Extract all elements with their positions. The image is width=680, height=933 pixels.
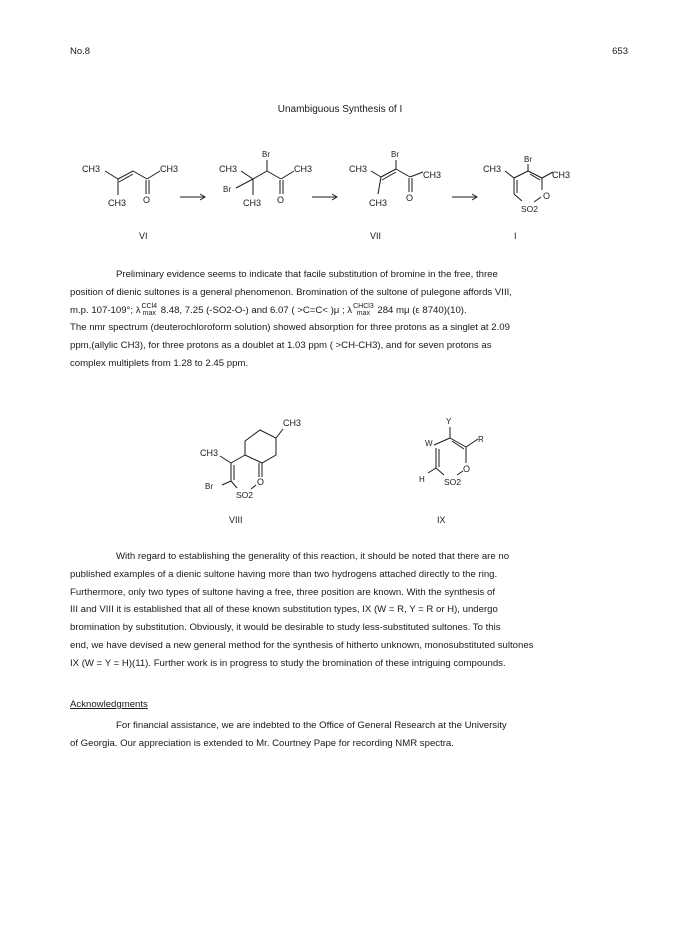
paragraph-1 — [70, 266, 625, 373]
y-substituent-label: Y — [446, 417, 452, 426]
compound-label-vii: VII — [370, 231, 382, 241]
bromine-label: Br — [391, 150, 399, 159]
text-line: With regard to establishing the generality of this reaction, it should be noted that there are no — [116, 551, 510, 562]
text-line: The nmr spectrum (deuterochloroform solution) showed absorption for three protons as a singlet at 2.09 — [70, 322, 510, 334]
text-segment: m.p. 107-109°; λ — [70, 304, 141, 316]
max-label: max — [356, 310, 371, 318]
sulfonyl-label: SO2 — [236, 490, 254, 500]
acknowledgments-heading: Acknowledgments — [70, 699, 148, 710]
ch3-label: CH3 — [369, 198, 388, 208]
acknowledgments-paragraph — [70, 717, 625, 753]
ch3-label: CH3 — [108, 198, 127, 208]
oxygen-label: O — [257, 477, 265, 487]
journal-number: No.8 — [70, 46, 91, 57]
solvent-label: CHCl3 — [353, 303, 374, 311]
text-line: position of dienic sultones is a general phenomenon. Bromination of the sultone of pulegone affords VIII, — [70, 286, 512, 298]
compound-i-structure — [483, 155, 570, 214]
text-segment: 8.48, 7.25 (-SO2-O-) and 6.07 ( >C=C< )μ ; λ — [158, 304, 353, 316]
hydrogen-label: H — [419, 475, 425, 484]
text-line: IX (W = Y = H)(11). Further work is in progress to study the bromination of these intriguing compounds. — [70, 657, 506, 669]
compound-label-vi: VI — [139, 231, 148, 241]
oxygen-label: O — [277, 195, 285, 205]
compound-vii-structure — [349, 150, 441, 208]
bromine-label: Br — [205, 482, 213, 491]
text-line: published examples of a dienic sultone having more than two hydrogens attached directly to the ring. — [70, 568, 498, 580]
ch3-label: CH3 — [349, 164, 368, 174]
text-line — [70, 302, 625, 320]
r-substituent-label: R — [478, 435, 484, 444]
ch3-label: CH3 — [243, 198, 262, 208]
bromine-label: Br — [262, 150, 270, 159]
text-line: III and VIII it is established that all of these known substitution types, IX (W = R, Y = R or H), undergo — [70, 604, 498, 616]
dibromide-intermediate-structure — [219, 150, 312, 208]
text-segment: 284 mμ (ε 8740)(10). — [374, 304, 467, 316]
ch3-label: CH3 — [219, 164, 238, 174]
ch3-label: CH3 — [200, 448, 219, 458]
text-line: For financial assistance, we are indebted to the Office of General Research at the University — [116, 720, 507, 731]
max-label: max — [142, 310, 156, 318]
text-line: Furthermore, only two types of sultone having a free, three position are known. With the synthesis of — [70, 586, 496, 598]
compound-label-viii: VIII — [229, 515, 243, 525]
text-line: ppm,(allylic CH3), for three protons as a doublet at 1.03 ppm ( >CH-CH3), and for seven protons as — [70, 340, 492, 352]
bromine-label: Br — [223, 185, 231, 194]
paragraph-2 — [70, 548, 625, 673]
compound-label-i: I — [514, 231, 517, 241]
oxygen-label: O — [543, 191, 551, 201]
compound-ix-structure — [419, 417, 484, 487]
text-line: bromination by substitution. Obviously, it would be desirable to study less-substituted sultones. To this — [70, 622, 501, 634]
ch3-label: CH3 — [160, 164, 179, 174]
text-line: Preliminary evidence seems to indicate that facile substitution of bromine in the free, three — [116, 269, 498, 280]
w-substituent-label: W — [425, 439, 433, 448]
ch3-label: CH3 — [483, 164, 502, 174]
solvent-subscript — [353, 303, 374, 317]
text-line: of Georgia. Our appreciation is extended to Mr. Courtney Pape for recording NMR spectra. — [70, 737, 454, 749]
reaction-scheme — [0, 140, 680, 245]
compound-viii-structure — [200, 418, 301, 500]
compound-vi-structure — [82, 164, 178, 208]
section-title: Unambiguous Synthesis of I — [277, 104, 403, 115]
ch3-label: CH3 — [423, 170, 442, 180]
solvent-subscript — [142, 303, 158, 317]
sulfonyl-label: SO2 — [521, 204, 539, 214]
ch3-label: CH3 — [552, 170, 571, 180]
oxygen-label: O — [463, 464, 471, 474]
ch3-label: CH3 — [283, 418, 302, 428]
text-line: complex multiplets from 1.28 to 2.45 ppm. — [70, 357, 249, 369]
text-line: end, we have devised a new general method for the synthesis of hitherto unknown, monosubstituted sultones — [70, 639, 534, 651]
ch3-label: CH3 — [294, 164, 313, 174]
oxygen-label: O — [406, 193, 414, 203]
compound-label-ix: IX — [437, 515, 446, 525]
solvent-label: CCl4 — [141, 303, 158, 311]
page-number: 653 — [612, 46, 628, 57]
oxygen-label: O — [143, 195, 151, 205]
ch3-label: CH3 — [82, 164, 101, 174]
structures-viii-ix — [0, 405, 680, 530]
bromine-label: Br — [524, 155, 532, 164]
sulfonyl-label: SO2 — [444, 477, 462, 487]
